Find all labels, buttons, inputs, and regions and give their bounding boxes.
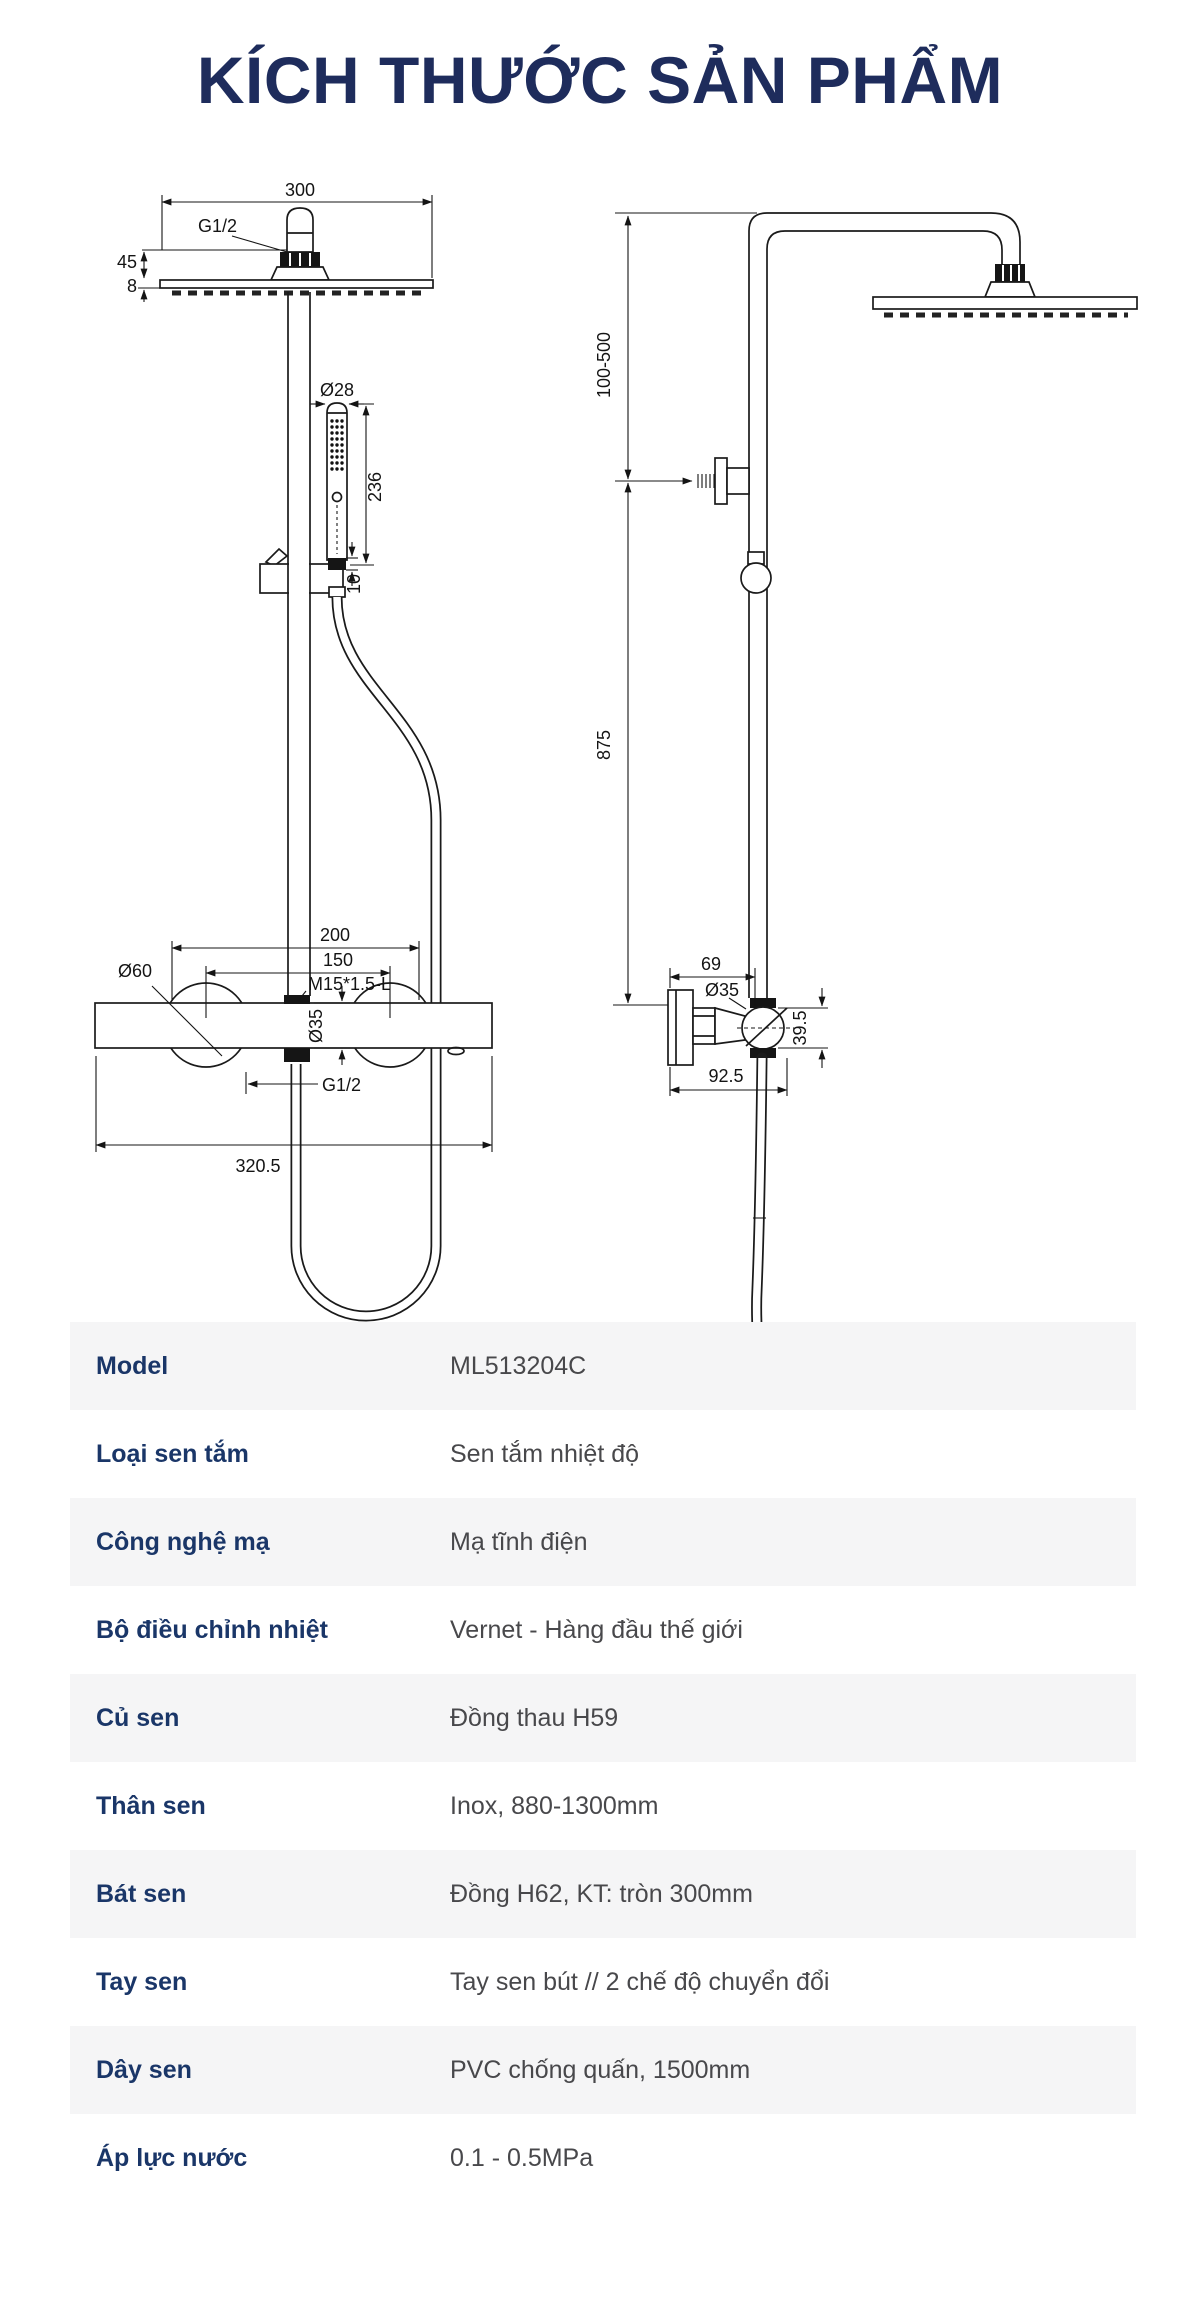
- dim-inlet-thread: [298, 974, 391, 1001]
- spec-value: Đồng thau H59: [450, 1703, 619, 1732]
- dim-outlet-thread: [246, 1072, 361, 1095]
- spec-label: Công nghệ mạ: [96, 1527, 270, 1556]
- dim-valve-height: [778, 988, 828, 1068]
- spec-row-pole: [70, 1762, 1136, 1850]
- dim-height-adjust: [594, 216, 628, 479]
- dim-pole-height: [594, 483, 628, 1003]
- spec-value: Inox, 880-1300mm: [450, 1791, 659, 1820]
- page-title: KÍCH THƯỚC SẢN PHẨM: [196, 43, 1004, 117]
- riser-pipe-front: [288, 292, 310, 996]
- dim-head-thickness: [127, 276, 160, 302]
- spec-label: Tay sen: [96, 1967, 188, 1996]
- spec-value: 0.1 - 0.5MPa: [450, 2143, 594, 2172]
- spec-label: Loại sen tắm: [96, 1439, 249, 1468]
- spec-row-handshower: [70, 1938, 1136, 2026]
- dim-label-head-thread: G1/2: [198, 216, 238, 236]
- spec-value: Mạ tĩnh điện: [450, 1527, 588, 1556]
- dim-label-head-thickness: 8: [126, 276, 137, 296]
- spec-value: ML513204C: [450, 1351, 587, 1380]
- spec-label: Áp lực nước: [96, 2143, 248, 2172]
- dim-head-thread: [142, 216, 287, 252]
- front-view-drawing: [95, 180, 492, 1316]
- spec-value: Vernet - Hàng đầu thế giới: [450, 1615, 743, 1644]
- hand-shower-nozzles: [330, 419, 343, 470]
- hand-shower: [327, 403, 347, 570]
- dim-label-span-inner: 150: [322, 950, 354, 970]
- spec-value: Tay sen bút // 2 chế độ chuyển đổi: [450, 1967, 830, 1996]
- dim-label-valve-height: 39.5: [790, 1010, 810, 1046]
- spec-label: Thân sen: [96, 1791, 206, 1820]
- spec-value: PVC chống quấn, 1500mm: [450, 2055, 751, 2084]
- spec-row-plating: [70, 1498, 1136, 1586]
- spec-row-pressure: [70, 2114, 1136, 2202]
- spec-value: Đồng H62, KT: tròn 300mm: [450, 1879, 753, 1908]
- spec-label: Bộ điều chỉnh nhiệt: [96, 1615, 328, 1644]
- dim-valve-diameter: [705, 980, 746, 1009]
- dim-label-head-height: 45: [116, 252, 137, 272]
- dim-label-head-width: 300: [284, 180, 316, 200]
- dim-head-height: [117, 252, 144, 278]
- dim-label-inlet-thread: M15*1.5-L: [308, 974, 392, 994]
- wall-bracket: [668, 458, 749, 504]
- spec-label: Model: [96, 1351, 169, 1380]
- dim-label-handle-diameter: Ø28: [319, 380, 355, 400]
- dim-label-pole-height: 875: [594, 729, 614, 761]
- spec-label: Bát sen: [96, 1879, 187, 1908]
- dim-label-depth-top: 69: [700, 954, 722, 974]
- spec-value: Sen tắm nhiệt độ: [450, 1439, 640, 1468]
- shower-head-side: [873, 264, 1137, 315]
- riser-pipe-side: [749, 213, 1020, 998]
- dim-label-span-outer: 200: [319, 925, 351, 945]
- dim-handle-diameter: [310, 380, 364, 404]
- dim-label-depth-total: 92.5: [708, 1066, 744, 1086]
- dim-handle-length: [350, 404, 385, 565]
- spec-row-model: [70, 1322, 1136, 1410]
- spec-row-head: [70, 1850, 1136, 1938]
- side-view-drawing: [594, 213, 1137, 1330]
- dim-label-knob-diameter: Ø60: [117, 961, 153, 981]
- valve-body-side: [668, 990, 794, 1065]
- dim-label-height-adjust: 100-500: [594, 331, 614, 399]
- spec-row-shower-type: [70, 1410, 1136, 1498]
- spec-row-valve: [70, 1674, 1136, 1762]
- spec-table: [70, 1322, 1136, 2202]
- spec-row-thermostat: [70, 1586, 1136, 1674]
- dim-label-body-diameter: Ø35: [306, 1008, 326, 1044]
- dim-label-bracket-thickness: 10: [344, 573, 364, 595]
- dim-label-outlet-thread: G1/2: [322, 1075, 362, 1095]
- spec-label: Củ sen: [96, 1703, 180, 1732]
- dim-label-valve-diameter: Ø35: [705, 980, 740, 1000]
- shower-hose-side: [753, 1058, 766, 1330]
- spec-row-hose: [70, 2026, 1136, 2114]
- dim-label-handle-length: 236: [365, 471, 385, 503]
- shower-hose-front: [296, 597, 436, 1316]
- dim-label-total-width: 320.5: [235, 1156, 281, 1176]
- spec-label: Dây sen: [96, 2055, 192, 2084]
